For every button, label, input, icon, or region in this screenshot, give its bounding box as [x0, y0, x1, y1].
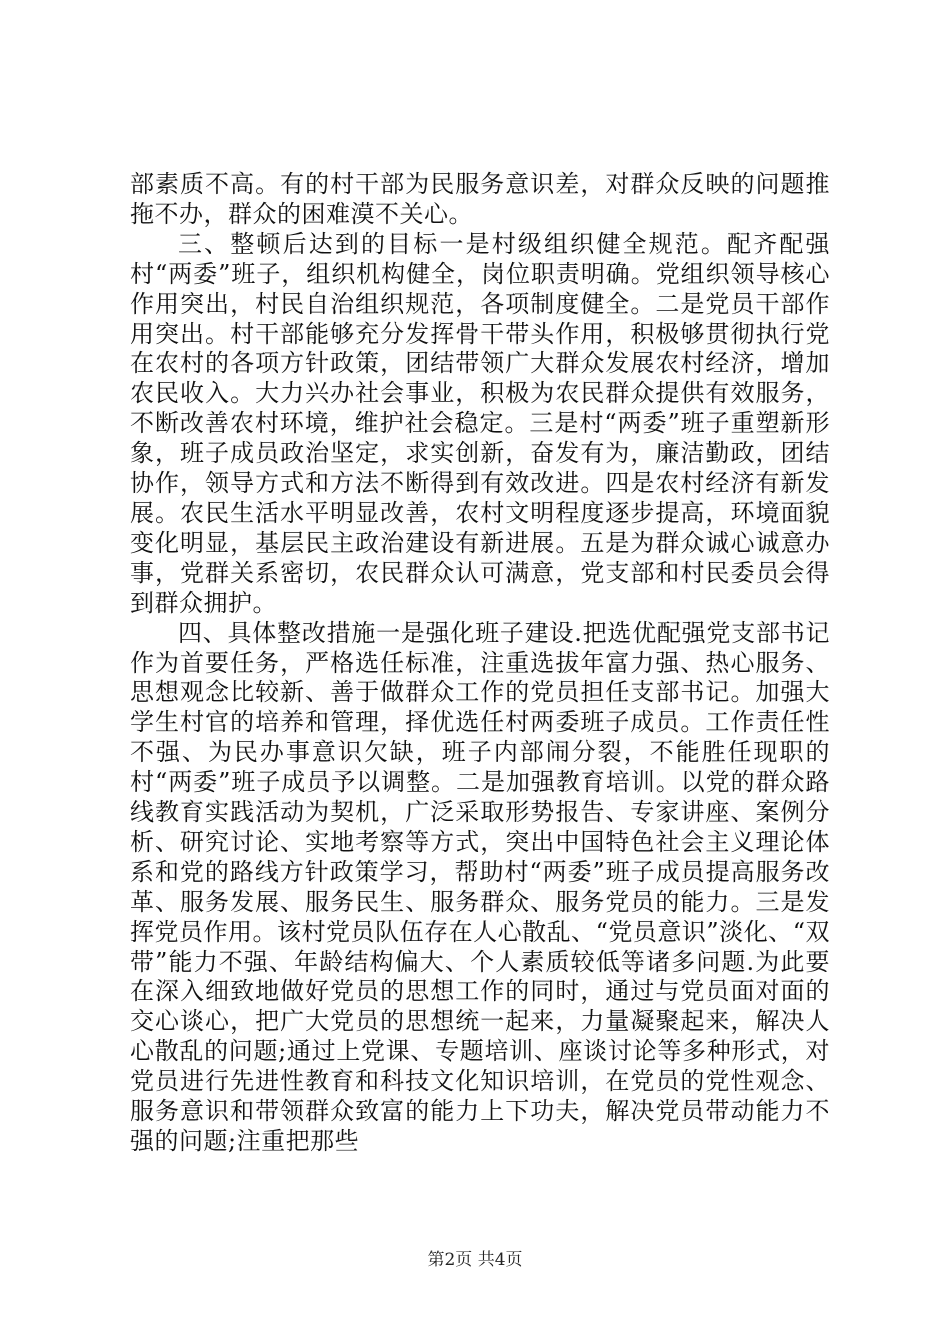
- page-footer: 第2页 共4页: [427, 1250, 523, 1270]
- paragraph-continued: 部素质不高。有的村干部为民服务意识差，对群众反映的问题推拖不办，群众的困难漠不关心。: [130, 170, 830, 228]
- paragraph-section-three: 三、整顿后达到的目标一是村级组织健全规范。配齐配强村“两委”班子，组织机构健全，岗位职责明确。党组织领导核心作用突出，村民自治组织规范，各项制度健全。二是党员干部作用突出。村干部能够充分发挥骨干带头作用，积极够贯彻执行党在农村的各项方针政策，团结带领广大群众发展农村经济，增加农民收入。大力兴办社会事业，积极为农民群众提供有效服务，不断改善农村环境，维护社会稳定。三是村“两委”班子重塑新形象，班子成员政治坚定，求实创新，奋发有为，廉洁勤政，团结协作，领导方式和方法不断得到有效改进。四是农村经济有新发展。农民生活水平明显改善，农村文明程度逐步提高，环境面貌变化明显，基层民主政治建设有新进展。五是为群众诚心诚意办事，党群关系密切，农民群众认可满意，党支部和村民委员会得到群众拥护。: [130, 229, 830, 617]
- paragraph-section-four: 四、具体整改措施一是强化班子建设.把选优配强党支部书记作为首要任务，严格选任标准，注重选拔年富力强、热心服务、思想观念比较新、善于做群众工作的党员担任支部书记。加强大学生村官的培养和管理，择优选任村两委班子成员。工作责任性不强、为民办事意识欠缺，班子内部闹分裂，不能胜任现职的村“两委”班子成员予以调整。二是加强教育培训。以党的群众路线教育实践活动为契机，广泛采取形势报告、专家讲座、案例分析、研究讨论、实地考察等方式，突出中国特色社会主义理论体系和党的路线方针政策学习，帮助村“两委”班子成员提高服务改革、服务发展、服务民生、服务群众、服务党员的能力。三是发挥党员作用。该村党员队伍存在人心散乱、“党员意识”淡化、“双带”能力不强、年龄结构偏大、个人素质较低等诸多问题.为此要在深入细致地做好党员的思想工作的同时，通过与党员面对面的交心谈心，把广大党员的思想统一起来，力量凝聚起来，解决人心散乱的问题;通过上党课、专题培训、座谈讨论等多种形式，对党员进行先进性教育和科技文化知识培训，在党员的党性观念、服务意识和带领群众致富的能力上下功夫，解决党员带动能力不强的问题;注重把那些: [130, 618, 830, 1155]
- document-body: [130, 170, 830, 1157]
